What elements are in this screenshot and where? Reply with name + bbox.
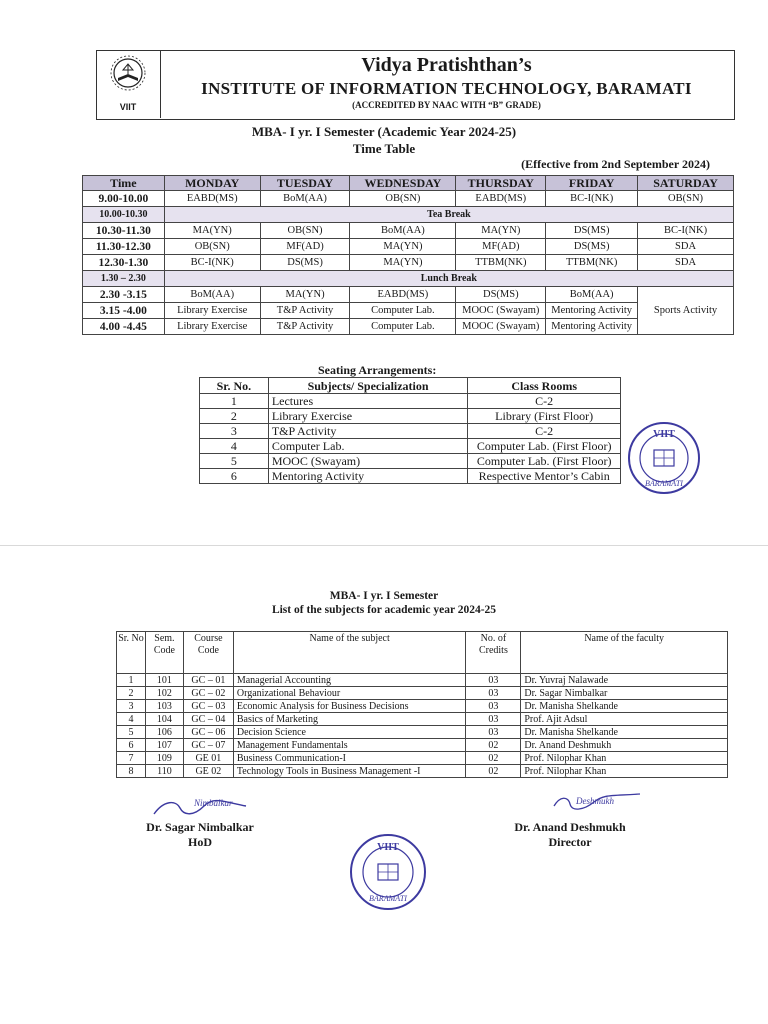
subject-cell: GC – 01: [183, 674, 233, 687]
timetable-cell: T&P Activity: [260, 303, 350, 319]
institute-stamp-2: [348, 832, 428, 917]
timetable-cell: MA(YN): [164, 223, 260, 239]
seating-row: [200, 394, 621, 409]
time-slot: 2.30 -3.15: [83, 287, 165, 303]
seating-cell: 5: [200, 454, 269, 469]
timetable-col-header: TUESDAY: [260, 176, 350, 191]
subject-cell: 02: [466, 739, 521, 752]
timetable-col-header: Time: [83, 176, 165, 191]
subject-cell: Prof. Ajit Adsul: [521, 713, 728, 726]
subject-cell: GC – 02: [183, 687, 233, 700]
timetable-cell: SDA: [638, 239, 734, 255]
timetable-cell: DS(MS): [260, 255, 350, 271]
subject-cell: 02: [466, 752, 521, 765]
timetable-cell: Mentoring Activity: [546, 303, 638, 319]
timetable-cell: BoM(AA): [164, 287, 260, 303]
stamp2-bottom-text: BARAMATI: [369, 894, 407, 903]
subject-cell: Organizational Behaviour: [233, 687, 466, 700]
seating-cell: Computer Lab.: [268, 439, 468, 454]
subject-row: [117, 674, 728, 687]
subject-row: [117, 765, 728, 778]
subject-row: [117, 739, 728, 752]
seating-row: [200, 424, 621, 439]
seating-row: [200, 409, 621, 424]
timetable-cell: DS(MS): [456, 287, 546, 303]
seating-cell: C-2: [468, 394, 621, 409]
timetable-row: [83, 287, 734, 303]
time-slot: 10.30-11.30: [83, 223, 165, 239]
subject-cell: Prof. Nilophar Khan: [521, 765, 728, 778]
timetable-cell: BoM(AA): [260, 191, 350, 207]
seating-cell: 6: [200, 469, 269, 484]
subject-cell: Economic Analysis for Business Decisions: [233, 700, 466, 713]
time-slot: 9.00-10.00: [83, 191, 165, 207]
subject-cell: 03: [466, 687, 521, 700]
seating-cell: 3: [200, 424, 269, 439]
subject-cell: 4: [117, 713, 146, 726]
subject-cell: Managerial Accounting: [233, 674, 466, 687]
director-signature: [550, 786, 646, 821]
timetable-cell: OB(SN): [164, 239, 260, 255]
timetable-cell: MA(YN): [350, 239, 456, 255]
logo-emblem-icon: [96, 50, 160, 100]
subject-cell: 101: [145, 674, 183, 687]
subject-cell: 03: [466, 726, 521, 739]
hod-name: Dr. Sagar Nimbalkar: [146, 820, 254, 834]
logo-text: VIIT: [119, 102, 137, 112]
director-role: Director: [548, 835, 592, 849]
timetable-cell: MA(YN): [260, 287, 350, 303]
org-name-line1: Vidya Pratishthan’s: [361, 54, 532, 76]
timetable-cell: Library Exercise: [164, 303, 260, 319]
subject-cell: 8: [117, 765, 146, 778]
subject-cell: Prof. Nilophar Khan: [521, 752, 728, 765]
timetable-cell: BC-I(NK): [164, 255, 260, 271]
subjects-col-header: No. of Credits: [466, 632, 521, 674]
subject-cell: Dr. Yuvraj Nalawade: [521, 674, 728, 687]
subject-cell: 7: [117, 752, 146, 765]
timetable-cell: OB(SN): [350, 191, 456, 207]
timetable-col-header: WEDNESDAY: [350, 176, 456, 191]
timetable-col-header: FRIDAY: [546, 176, 638, 191]
timetable-cell: DS(MS): [546, 239, 638, 255]
subject-row: [117, 752, 728, 765]
time-slot: 4.00 -4.45: [83, 319, 165, 335]
timetable-cell: EABD(MS): [456, 191, 546, 207]
time-slot: 10.00-10.30: [83, 207, 165, 223]
break-label: Tea Break: [164, 207, 733, 223]
subjects-subtitle: List of the subjects for academic year 2024-25: [271, 604, 497, 616]
org-name-line2: INSTITUTE OF INFORMATION TECHNOLOGY, BARAMATI: [201, 79, 692, 98]
subject-cell: Management Fundamentals: [233, 739, 466, 752]
seating-cell: Lectures: [268, 394, 468, 409]
subject-cell: 110: [145, 765, 183, 778]
timetable-cell: MOOC (Swayam): [456, 319, 546, 335]
seating-cell: Computer Lab. (First Floor): [468, 454, 621, 469]
timetable-cell: DS(MS): [546, 223, 638, 239]
timetable-cell: MF(AD): [260, 239, 350, 255]
timetable-row: [83, 303, 734, 319]
seating-row: [200, 469, 621, 484]
subject-row: [117, 687, 728, 700]
timetable-col-header: SATURDAY: [638, 176, 734, 191]
hod-role: HoD: [188, 835, 212, 849]
seating-cell: 1: [200, 394, 269, 409]
time-slot: 3.15 -4.00: [83, 303, 165, 319]
institute-logo: [96, 50, 161, 118]
timetable-cell: Computer Lab.: [350, 319, 456, 335]
subject-cell: GC – 06: [183, 726, 233, 739]
timetable-title: MBA- I yr. I Semester (Academic Year 2024-25): [251, 124, 517, 139]
timetable-break-row: [83, 207, 734, 223]
subject-cell: 03: [466, 674, 521, 687]
timetable-cell: EABD(MS): [350, 287, 456, 303]
seating-row: [200, 454, 621, 469]
timetable-col-header: THURSDAY: [456, 176, 546, 191]
subject-cell: Business Communication-I: [233, 752, 466, 765]
seating-title: Seating Arrangements:: [318, 363, 437, 377]
timetable-cell: SDA: [638, 255, 734, 271]
time-slot: 11.30-12.30: [83, 239, 165, 255]
seating-cell: Computer Lab. (First Floor): [468, 439, 621, 454]
seating-col-header: Subjects/ Specialization: [268, 378, 468, 394]
subject-cell: Dr. Anand Deshmukh: [521, 739, 728, 752]
director-signature-text: Deshmukh: [576, 796, 614, 806]
subjects-col-header: Name of the faculty: [521, 632, 728, 674]
seating-cell: T&P Activity: [268, 424, 468, 439]
timetable-cell: TTBM(NK): [456, 255, 546, 271]
timetable-cell: MF(AD): [456, 239, 546, 255]
time-slot: 1.30 – 2.30: [83, 271, 165, 287]
seating-cell: MOOC (Swayam): [268, 454, 468, 469]
timetable-cell: MOOC (Swayam): [456, 303, 546, 319]
time-slot: 12.30-1.30: [83, 255, 165, 271]
subject-cell: Dr. Manisha Shelkande: [521, 726, 728, 739]
subject-cell: 03: [466, 713, 521, 726]
timetable-subtitle: Time Table: [352, 141, 416, 156]
subject-cell: 5: [117, 726, 146, 739]
subject-cell: GC – 04: [183, 713, 233, 726]
subject-cell: Dr. Sagar Nimbalkar: [521, 687, 728, 700]
timetable-row: [83, 319, 734, 335]
timetable-cell: TTBM(NK): [546, 255, 638, 271]
institute-stamp: [626, 420, 702, 501]
seating-table: [199, 377, 621, 484]
timetable-break-row: [83, 271, 734, 287]
subject-cell: 2: [117, 687, 146, 700]
seating-row: [200, 439, 621, 454]
timetable-row: [83, 255, 734, 271]
seating-cell: Mentoring Activity: [268, 469, 468, 484]
subjects-col-header: Name of the subject: [233, 632, 466, 674]
timetable-cell: BoM(AA): [546, 287, 638, 303]
seating-cell: C-2: [468, 424, 621, 439]
timetable-col-header: MONDAY: [164, 176, 260, 191]
subject-cell: Basics of Marketing: [233, 713, 466, 726]
effective-date: (Effective from 2nd September 2024): [521, 157, 710, 171]
stamp2-top-text: VIIT: [377, 842, 399, 853]
seating-col-header: Sr. No.: [200, 378, 269, 394]
subjects-col-header: Sem. Code: [145, 632, 183, 674]
timetable-cell: Computer Lab.: [350, 303, 456, 319]
subject-cell: 1: [117, 674, 146, 687]
subject-row: [117, 700, 728, 713]
seating-cell: 2: [200, 409, 269, 424]
subject-cell: Technology Tools in Business Management -I: [233, 765, 466, 778]
seating-cell: Library (First Floor): [468, 409, 621, 424]
subject-cell: Decision Science: [233, 726, 466, 739]
subject-cell: 107: [145, 739, 183, 752]
timetable-cell: MA(YN): [350, 255, 456, 271]
timetable-row: [83, 191, 734, 207]
subjects-title: MBA- I yr. I Semester: [329, 590, 439, 602]
saturday-afternoon-cell: Sports Activity: [638, 287, 734, 335]
subjects-table: [116, 631, 728, 778]
break-label: Lunch Break: [164, 271, 733, 287]
timetable-row: [83, 239, 734, 255]
seating-cell: 4: [200, 439, 269, 454]
stamp-top-text: VIIT: [653, 429, 675, 440]
timetable-cell: BC-I(NK): [546, 191, 638, 207]
subject-cell: 03: [466, 700, 521, 713]
timetable-cell: BC-I(NK): [638, 223, 734, 239]
subject-row: [117, 713, 728, 726]
seating-col-header: Class Rooms: [468, 378, 621, 394]
subject-cell: 6: [117, 739, 146, 752]
subject-cell: GE 01: [183, 752, 233, 765]
seating-cell: Respective Mentor’s Cabin: [468, 469, 621, 484]
timetable-cell: OB(SN): [638, 191, 734, 207]
timetable-row: [83, 223, 734, 239]
subject-cell: 103: [145, 700, 183, 713]
subject-cell: 102: [145, 687, 183, 700]
timetable-cell: EABD(MS): [164, 191, 260, 207]
subjects-col-header: Sr. No: [117, 632, 146, 674]
timetable: [82, 175, 734, 335]
timetable-cell: Library Exercise: [164, 319, 260, 335]
seating-cell: Library Exercise: [268, 409, 468, 424]
timetable-cell: Mentoring Activity: [546, 319, 638, 335]
subject-cell: GC – 07: [183, 739, 233, 752]
subject-cell: Dr. Manisha Shelkande: [521, 700, 728, 713]
subject-cell: GE 02: [183, 765, 233, 778]
director-name: Dr. Anand Deshmukh: [514, 820, 626, 834]
page-divider: [0, 545, 768, 546]
subject-cell: 104: [145, 713, 183, 726]
timetable-cell: T&P Activity: [260, 319, 350, 335]
subject-cell: 106: [145, 726, 183, 739]
subject-cell: 3: [117, 700, 146, 713]
subject-row: [117, 726, 728, 739]
hod-signature-text: Nimbalkar: [194, 798, 233, 808]
stamp-bottom-text: BARAMATI: [645, 479, 683, 488]
subjects-col-header: Course Code: [183, 632, 233, 674]
subject-cell: 109: [145, 752, 183, 765]
accreditation-text: (ACCREDITED BY NAAC WITH “B” GRADE): [352, 100, 541, 110]
timetable-cell: MA(YN): [456, 223, 546, 239]
timetable-cell: OB(SN): [260, 223, 350, 239]
subject-cell: 02: [466, 765, 521, 778]
subject-cell: GC – 03: [183, 700, 233, 713]
timetable-cell: BoM(AA): [350, 223, 456, 239]
